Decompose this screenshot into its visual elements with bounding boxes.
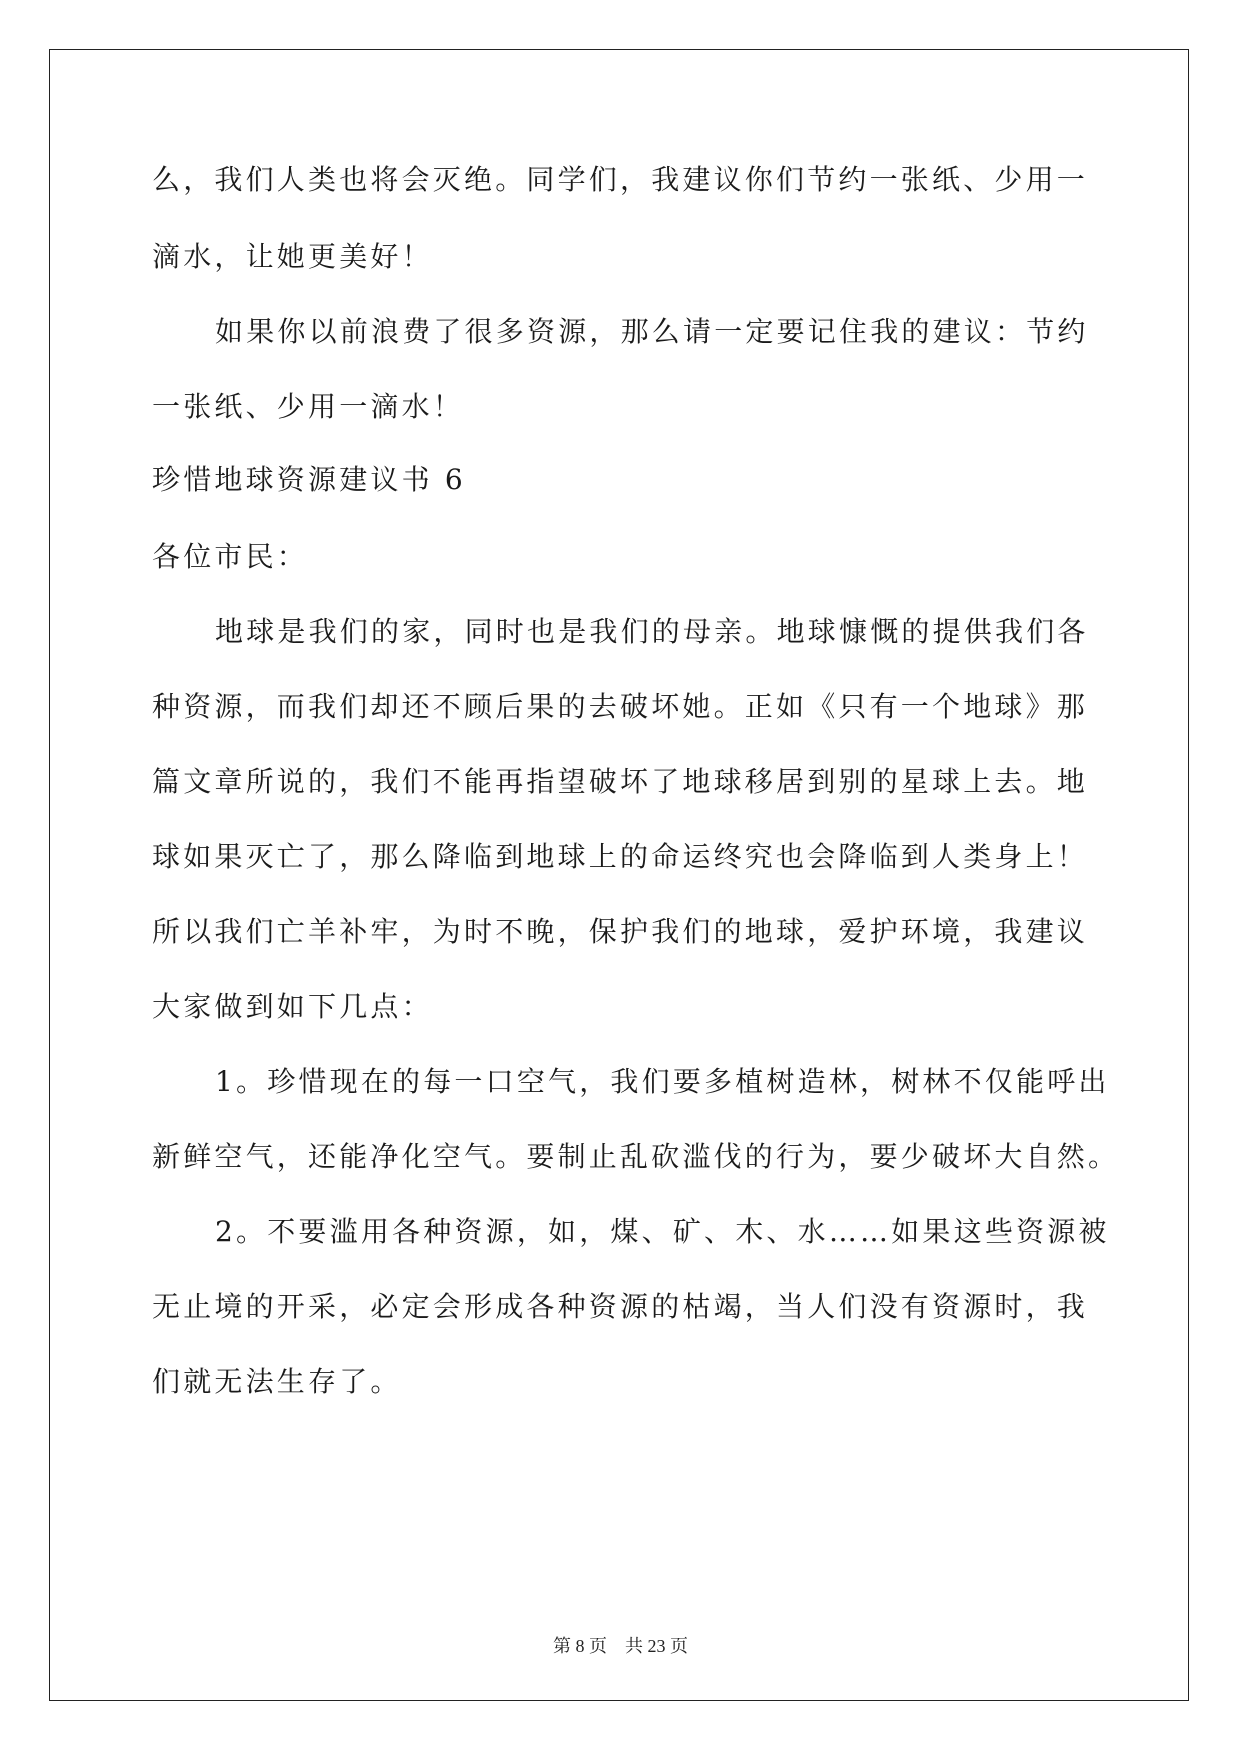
text-line: 无止境的开采，必定会形成各种资源的枯竭，当人们没有资源时，我 — [152, 1290, 1089, 1323]
list-item: 1。珍惜现在的每一口空气，我们要多植树造林，树林不仅能呼出 — [215, 1065, 1110, 1098]
text-line: 新鲜空气，还能净化空气。要制止乱砍滥伐的行为，要少破坏大自然。 — [152, 1140, 1120, 1173]
text-line: 篇文章所说的，我们不能再指望破坏了地球移居到别的星球上去。地 — [152, 765, 1089, 798]
text-line: 么，我们人类也将会灭绝。同学们，我建议你们节约一张纸、少用一 — [152, 163, 1089, 196]
text-line: 滴水，让她更美好！ — [152, 240, 433, 273]
text-line: 们就无法生存了。 — [152, 1365, 402, 1398]
page-footer — [0, 1632, 1241, 1658]
paragraph-line: 如果你以前浪费了很多资源，那么请一定要记住我的建议：节约 — [215, 315, 1089, 348]
page-number: 第 8 页 — [553, 1636, 607, 1656]
page-total: 共 23 页 — [625, 1636, 688, 1656]
salutation: 各位市民： — [152, 540, 309, 573]
text-line: 一张纸、少用一滴水！ — [152, 390, 465, 423]
list-item: 2。不要滥用各种资源，如，煤、矿、木、水……如果这些资源被 — [215, 1215, 1110, 1248]
section-title: 珍惜地球资源建议书 6 — [152, 463, 466, 496]
text-line: 种资源，而我们却还不顾后果的去破坏她。正如《只有一个地球》那 — [152, 690, 1089, 723]
paragraph-line: 地球是我们的家，同时也是我们的母亲。地球慷慨的提供我们各 — [215, 615, 1089, 648]
text-line: 球如果灭亡了，那么降临到地球上的命运终究也会降临到人类身上！ — [152, 840, 1089, 873]
text-line: 大家做到如下几点： — [152, 990, 433, 1023]
text-line: 所以我们亡羊补牢，为时不晚，保护我们的地球，爱护环境，我建议 — [152, 915, 1089, 948]
